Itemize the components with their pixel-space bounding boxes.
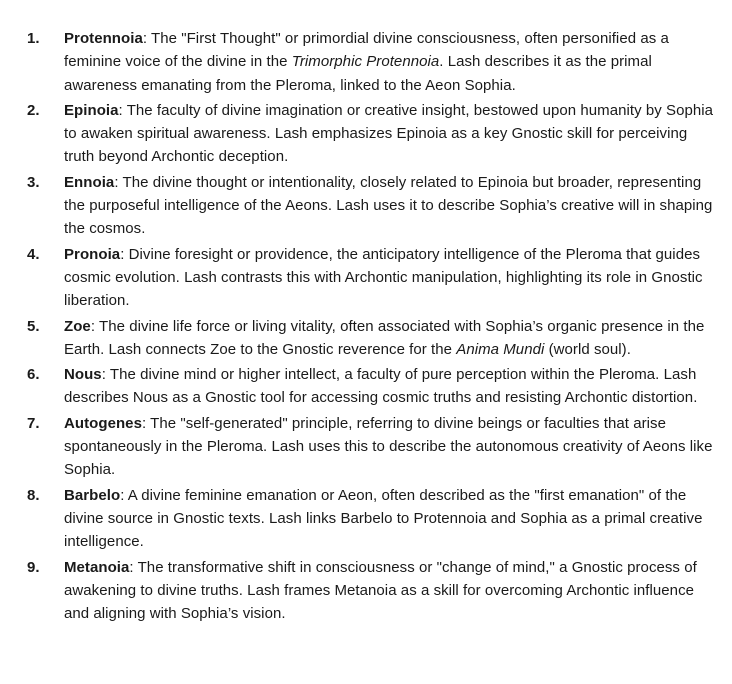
list-item: [27, 412, 718, 482]
item-term: Autogenes: [64, 414, 142, 432]
item-term: Nous: [64, 366, 102, 384]
item-number: 1.: [27, 30, 40, 47]
item-description: : The divine life force or living vitality, often associated with Sophia’s organic presence in the Earth. Lash connects Zoe to the Gnostic reverence for the: [64, 317, 705, 358]
item-title-italic: Trimorphic Protennoia: [291, 53, 440, 71]
item-number: 4.: [27, 245, 40, 263]
list-item: [27, 27, 718, 97]
list-item: [27, 484, 718, 554]
item-number: 9.: [27, 558, 40, 576]
item-number: 6.: [27, 366, 40, 384]
item-number: 7.: [27, 414, 40, 432]
item-term: Ennoia: [64, 173, 115, 191]
list-item: [27, 363, 718, 410]
item-term: Metanoia: [64, 558, 130, 576]
list-item: [27, 171, 718, 241]
list-item: [27, 315, 718, 362]
item-description: : The divine thought or intentionality, closely related to Epinoia but broader, representing the purposeful intelligence of the Aeons. Lash uses it to describe Sophia’s creative will in shaping the cosmos.: [64, 173, 713, 238]
list-item: [27, 99, 718, 169]
item-term: Protennoia: [64, 30, 143, 47]
item-description: : The "self-generated" principle, referring to divine beings or faculties that arise spontaneously in the Pleroma. Lash uses this to describe the autonomous creativity of Aeons like Sophia.: [64, 414, 713, 479]
list-item: [27, 556, 718, 626]
item-description: : The transformative shift in consciousness or "change of mind," a Gnostic process of awakening to divine truths. Lash frames Metanoia as a skill for overcoming Archontic influence and aligning with Sophia’s vision.: [64, 558, 697, 623]
item-number: 2.: [27, 101, 40, 119]
item-description: : The "First Thought" or primordial divine consciousness, often personified as a feminine voice of the divine in the: [64, 30, 669, 71]
item-term: Epinoia: [64, 101, 119, 119]
item-description: : Divine foresight or providence, the anticipatory intelligence of the Pleroma that guides cosmic evolution. Lash contrasts this with Archontic manipulation, highlighting its role in Gnostic liberation.: [64, 245, 703, 310]
item-title-italic: Anima Mundi: [456, 340, 545, 358]
item-number: 8.: [27, 486, 40, 504]
item-term: Barbelo: [64, 486, 121, 504]
item-term: Zoe: [64, 317, 91, 335]
item-term: Pronoia: [64, 245, 121, 263]
item-description: : A divine feminine emanation or Aeon, often described as the "first emanation" of the divine source in Gnostic texts. Lash links Barbelo to Protennoia and Sophia as a primal creative intelligence.: [64, 486, 703, 551]
glossary-list: [27, 27, 718, 625]
item-number: 5.: [27, 317, 40, 335]
item-number: 3.: [27, 173, 40, 191]
item-description: : The faculty of divine imagination or creative insight, bestowed upon humanity by Sophia to awaken spiritual awareness. Lash emphasizes Epinoia as a key Gnostic skill for perceiving truth beyond Archontic deception.: [64, 101, 714, 166]
item-description: . Lash describes it as the primal awareness emanating from the Pleroma, linked to the Aeon Sophia.: [64, 53, 652, 94]
list-item: [27, 243, 718, 313]
item-description: (world soul).: [544, 340, 631, 358]
item-description: : The divine mind or higher intellect, a faculty of pure perception within the Pleroma. Lash describes Nous as a Gnostic tool for accessing cosmic truths and resisting Archontic distortion.: [64, 366, 698, 407]
